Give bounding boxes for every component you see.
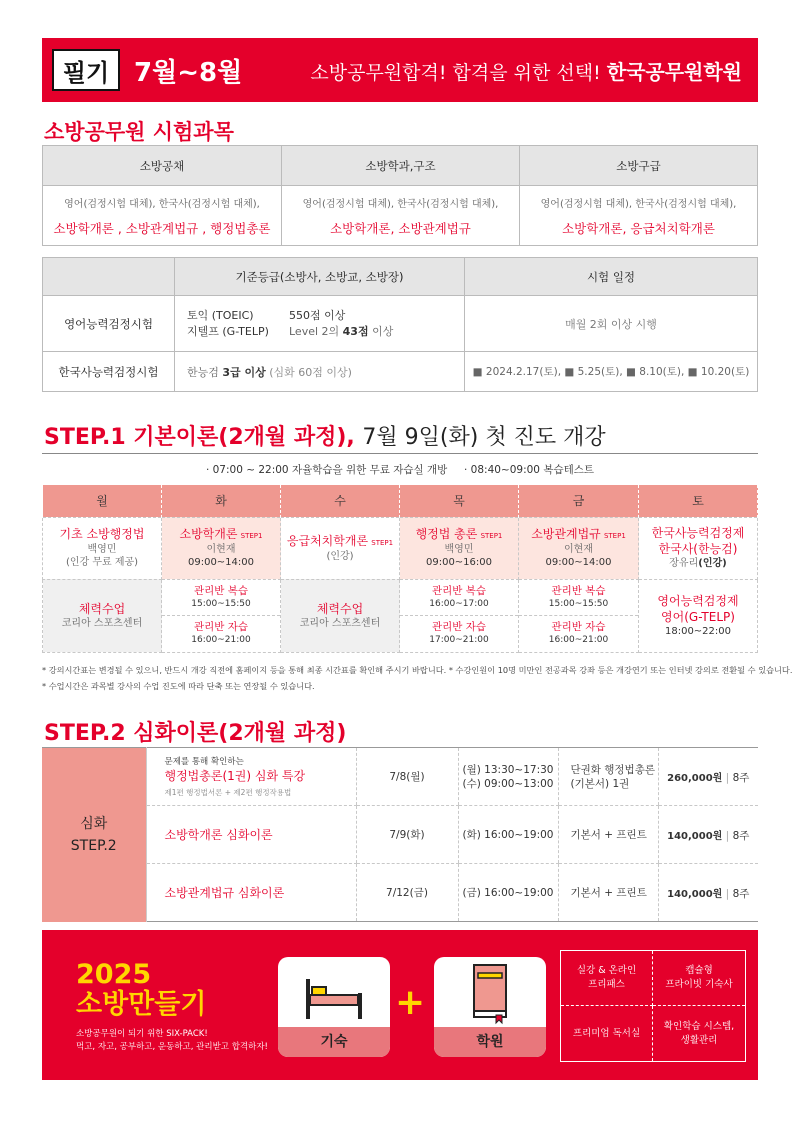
row-label: 영어능력검정시험	[43, 296, 175, 352]
day-sat: 토	[639, 485, 758, 517]
subjects-table	[42, 145, 758, 246]
subject-cell: 영어(검정시험 대체), 한국사(검정시험 대체), 소방학개론 , 소방관계법규 , 행정법총론	[43, 186, 282, 246]
class-cell: 영어능력검정제 영어(G-TELP) 18:00~22:00	[639, 579, 758, 652]
header-banner	[42, 38, 758, 102]
plus-sign: +	[395, 982, 426, 1023]
start-date: 7/9(화)	[356, 806, 458, 864]
course-cell: 소방관계법규 심화이론	[146, 864, 356, 922]
textbook: 단권화 행정법총론 (기본서) 1권	[558, 748, 658, 806]
day-fri: 금	[519, 485, 639, 517]
class-time: (금) 16:00~19:00	[458, 864, 558, 922]
history-schedule: ■ 2024.2.17(토), ■ 5.25(토), ■ 8.10(토), ■ 10.20(토)	[465, 352, 758, 392]
class-cell: 한국사능력검정제 한국사(한능검) 장유리(인강)	[639, 517, 758, 579]
academy-label: 학원	[434, 1027, 546, 1057]
history-criteria: 한능검 3급 이상 (심화 60점 이상)	[175, 352, 465, 392]
col-head: 소방공채	[43, 146, 282, 186]
dorm-card	[278, 957, 390, 1057]
textbook: 기본서 + 프린트	[558, 864, 658, 922]
promo-title: 2025 소방만들기	[76, 959, 207, 1020]
class-cell: 행정법 총론 STEP1 백영민 09:00~16:00	[400, 517, 519, 579]
class-cell: 응급처치학개론 STEP1 (인강)	[281, 517, 400, 579]
day-wed: 수	[281, 485, 400, 517]
day-mon: 월	[43, 485, 162, 517]
price: 140,000원 | 8주	[658, 864, 758, 922]
fitness-cell: 체력수업 코리아 스포츠센터	[281, 579, 400, 652]
promo-desc: 소방공무원이 되기 위한 SIX-PACK! 먹고, 자고, 공부하고, 운동하고, 관리받고 합격하자!	[76, 1029, 268, 1052]
step2-table	[42, 747, 758, 922]
day-thu: 목	[400, 485, 519, 517]
english-criteria: 토익 (TOEIC) 550점 이상 지텔프 (G-TELP) Level 2의 43점 이상	[175, 296, 465, 352]
subject-cell: 영어(검정시험 대체), 한국사(검정시험 대체), 소방학개론, 응급처치학개론	[520, 186, 758, 246]
period-label: 7월~8월	[134, 57, 243, 88]
course-cell: 문제를 통해 확인하는 행정법총론(1권) 심화 특강 제1편 행정법서론 + 제2편 행정작용법	[146, 748, 356, 806]
subjects-title: 소방공무원 시험과목	[44, 120, 234, 144]
step1-title: STEP.1 기본이론(2개월 과정), 7월 9일(화) 첫 진도 개강	[44, 425, 606, 450]
slogan: 소방공무원합격! 합격을 위한 선택! 한국공무원학원	[310, 59, 742, 84]
brand-name: 한국공무원학원	[606, 59, 742, 84]
exam-type-tag: 필기	[52, 49, 120, 91]
col-head: 소방학과,구조	[282, 146, 520, 186]
feature-item: 프리미엄 독서실	[561, 1006, 653, 1061]
start-date: 7/12(금)	[356, 864, 458, 922]
class-cell: 소방학개론 STEP1 이현재 09:00~14:00	[162, 517, 281, 579]
feature-item: 확인학습 시스템, 생활관리	[663, 1020, 735, 1046]
day-tue: 화	[162, 485, 281, 517]
book-icon	[434, 957, 546, 1027]
class-cell: 소방관계법규 STEP1 이현재 09:00~14:00	[519, 517, 639, 579]
english-schedule: 매월 2회 이상 시행	[465, 296, 758, 352]
manage-cell: 관리반 복습 15:00~15:50 관리반 자습 16:00~21:00	[519, 579, 639, 652]
feature-grid	[560, 950, 746, 1062]
footnotes: * 강의시간표는 변경될 수 있으니, 반드시 개강 직전에 홈페이지 등을 통해 최종 시간표를 확인해 주시기 바랍니다. * 수강인원이 10명 미만인 전공과목 강좌 등은 개강연기 또는 인터넷 강의로 전환될 수 있습니다. * 수업시간은 과목별 강사의 수업 진도에 따라 단축 또는 연장될 수 있습니다.	[42, 665, 793, 691]
criteria-table	[42, 257, 758, 392]
subject-cell: 영어(검정시험 대체), 한국사(검정시험 대체), 소방학개론, 소방관계법규	[282, 186, 520, 246]
notice: · 07:00 ~ 22:00 자율학습을 위한 무료 자습실 개방 · 08:40~09:00 복습테스트	[205, 464, 595, 476]
manage-cell: 관리반 복습 15:00~15:50 관리반 자습 16:00~21:00	[162, 579, 281, 652]
col-head: 소방구급	[520, 146, 758, 186]
start-date: 7/8(월)	[356, 748, 458, 806]
weekly-timetable	[42, 485, 758, 653]
step2-side: 심화 STEP.2	[42, 748, 146, 922]
bed-icon	[278, 957, 390, 1027]
step2-title: STEP.2 심화이론(2개월 과정)	[44, 721, 347, 746]
price: 140,000원 | 8주	[658, 806, 758, 864]
row-label: 한국사능력검정시험	[43, 352, 175, 392]
manage-cell: 관리반 복습 16:00~17:00 관리반 자습 17:00~21:00	[400, 579, 519, 652]
dorm-label: 기숙	[278, 1027, 390, 1057]
feature-item: 실강 & 온라인 프리패스	[561, 951, 653, 1006]
academy-card	[434, 957, 546, 1057]
grade-head: 기준등급(소방사, 소방교, 소방장)	[175, 258, 465, 296]
fitness-cell: 체력수업 코리아 스포츠센터	[43, 579, 162, 652]
class-cell: 기초 소방행정법 백영민 (인강 무료 제공)	[43, 517, 162, 579]
promo-banner	[42, 930, 758, 1080]
price: 260,000원 | 8주	[658, 748, 758, 806]
textbook: 기본서 + 프린트	[558, 806, 658, 864]
class-time: (화) 16:00~19:00	[458, 806, 558, 864]
feature-item: 캡슐형 프라이빗 기숙사	[653, 951, 745, 1006]
class-time: (월) 13:30~17:30 (수) 09:00~13:00	[458, 748, 558, 806]
schedule-head: 시험 일정	[465, 258, 758, 296]
course-cell: 소방학개론 심화이론	[146, 806, 356, 864]
divider	[42, 453, 758, 454]
